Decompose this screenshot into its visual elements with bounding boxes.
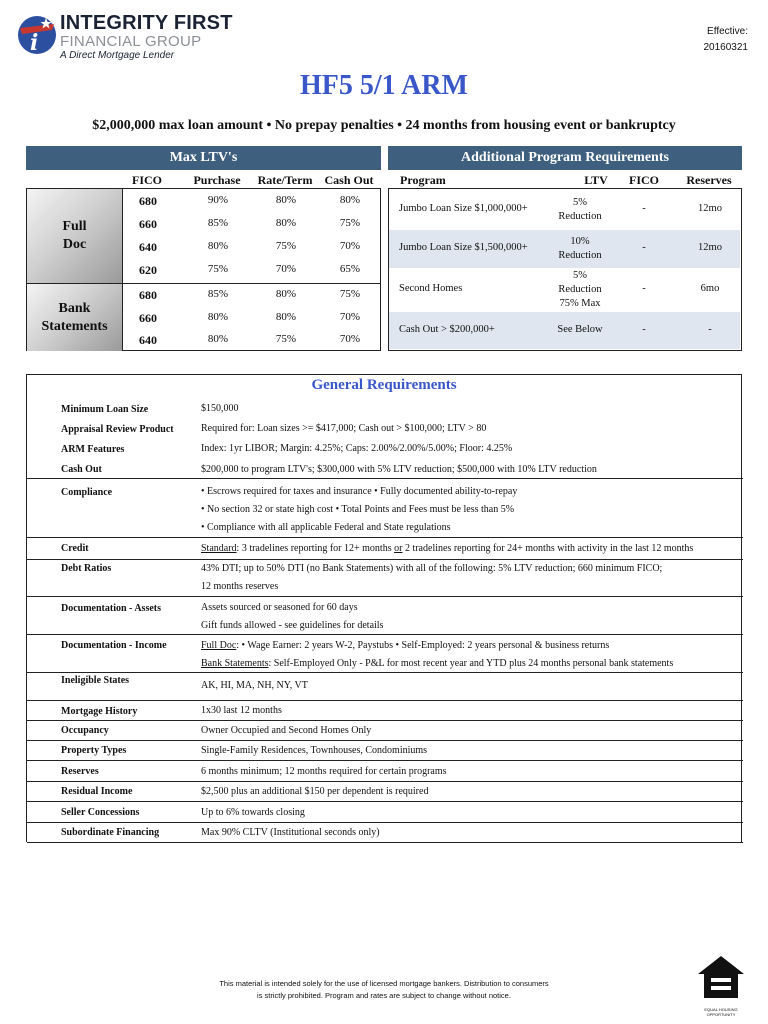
table-row [27,802,743,823]
row-label: Minimum Loan Size [61,404,149,415]
row-value: 1x30 last 12 months [201,705,282,716]
row-value: $150,000 [201,403,239,414]
col-reserves: Reserves [686,173,732,187]
ltv-cell [547,194,613,226]
additional-program-table [388,146,742,351]
row-label: Reserves [61,766,99,777]
col-ltv: LTV [584,173,608,187]
table-row [123,284,381,307]
additional-program-grid [388,188,742,351]
reserves-cell: 12mo [698,203,722,214]
row-label: ARM Features [61,444,125,455]
table-row [123,213,381,236]
fico-cell: 660 [139,311,157,325]
row-label: Subordinate Financing [61,827,160,838]
max-ltv-title: Max LTV's [26,146,381,170]
program-cell: Cash Out > $200,000+ [399,324,495,335]
credit-standard: Standard [201,543,237,554]
row-value: $200,000 to program LTV's; $300,000 with 5% LTV reduction; $500,000 with 10% LTV reduction [201,464,597,475]
logo-line1: INTEGRITY FIRST [60,12,233,34]
row-value: 6 months minimum; 12 months required for certain programs [201,766,447,777]
bank-statements-label: Bank Statements [201,658,269,669]
row-label: Mortgage History [61,706,138,717]
ltv-cell: See Below [557,324,603,335]
eho-caption: EQUAL HOUSING OPPORTUNITY [704,1007,738,1017]
income-line: : • Wage Earner: 2 years W-2, Paystubs • Self-Employed: 2 years personal & business returns [236,640,610,651]
svg-text:i: i [30,30,39,56]
max-ltv-header [26,173,381,189]
table-row [27,597,743,635]
program-cell: Jumbo Loan Size $1,000,000+ [399,203,528,214]
table-row [27,782,743,802]
col-fico: FICO [132,173,162,187]
group-label: Bank [58,300,91,316]
table-row [389,268,740,312]
page-subtitle: $2,000,000 max loan amount • No prepay penalties • 24 months from housing event or bankruptcy [92,118,676,133]
reserves-cell: - [708,324,712,335]
table-row [27,439,743,459]
fico-cell: - [642,203,646,214]
table-row [123,307,381,330]
row-value: Index: 1yr LIBOR; Margin: 4.25%; Caps: 2.00%/2.00%/5.00%; Floor: 4.25% [201,443,513,454]
row-value: $2,500 plus an additional $150 per dependent is required [201,786,429,797]
row-label: Debt Ratios [61,563,112,574]
table-row [389,230,740,268]
purchase-cell: 85% [207,288,229,300]
cash-out-cell: 65% [339,263,361,275]
full-doc-label: Full Doc [201,640,237,651]
purchase-cell: 80% [207,311,229,323]
company-logo [16,12,256,64]
table-row [27,823,743,843]
max-ltv-grid [26,188,381,351]
footer-disclaimer [0,978,768,1002]
logo-tagline: A Direct Mortgage Lender [60,50,175,61]
rate-term-cell: 75% [275,240,297,252]
rate-term-cell: 80% [275,288,297,300]
group-bank-statements [27,283,123,351]
purchase-cell: 80% [207,333,229,345]
cash-out-cell: 80% [339,194,361,206]
additional-program-header [388,173,742,189]
cash-out-cell: 75% [339,288,361,300]
group-label: Full [62,219,87,234]
table-row [27,741,743,761]
equal-housing-icon [696,954,746,1002]
row-label: Ineligible States [61,675,130,686]
rate-term-cell: 80% [275,217,297,229]
effective-date: 20160321 [703,42,748,53]
table-row [27,419,743,439]
row-value [201,483,517,537]
table-row [123,329,381,352]
fico-cell: - [642,242,646,253]
purchase-cell: 75% [207,263,229,275]
ltv-line: Reduction [558,284,602,295]
row-label: Appraisal Review Product [61,424,174,435]
additional-program-title: Additional Program Requirements [388,146,742,170]
row-label: Cash Out [61,464,102,475]
rate-term-cell: 75% [275,333,297,345]
effective-date-block [704,24,749,56]
ltv-line: 5% [573,270,587,281]
disclaimer-line: is strictly prohibited. Program and rates are subject to change without notice. [257,991,511,1000]
table-row [27,479,743,538]
col-purchase: Purchase [193,173,241,187]
table-row [27,560,743,597]
general-requirements-title: General Requirements [311,377,457,393]
cash-out-cell: 70% [339,333,361,345]
general-requirements-table [26,374,742,842]
compliance-line: • Compliance with all applicable Federal and State regulations [201,522,451,533]
assets-line: Assets sourced or seasoned for 60 days [201,602,358,613]
table-row [389,312,740,349]
table-row [27,721,743,741]
fico-cell: 640 [139,240,157,254]
fico-cell: 680 [139,288,157,302]
table-row [123,236,381,259]
assets-line: Gift funds allowed - see guidelines for details [201,620,384,631]
cash-out-cell: 70% [339,311,361,323]
row-label: Seller Concessions [61,807,140,818]
group-label: Statements [41,318,108,334]
table-row [27,635,743,673]
ltv-line: 75% Max [559,298,601,309]
row-label: Credit [61,543,89,554]
row-label: Property Types [61,745,127,756]
credit-text: : 3 tradelines reporting for 12+ months [236,543,395,554]
row-label: Documentation - Assets [61,603,161,614]
col-program: Program [400,173,446,187]
row-value [201,637,673,673]
ltv-cell [547,234,613,264]
group-full-doc [27,189,123,283]
integrity-logo-icon [16,14,58,56]
reserves-cell: 6mo [700,283,720,294]
ltv-line: 5% [573,197,587,208]
cash-out-cell: 70% [339,240,361,252]
purchase-cell: 90% [207,194,229,206]
fico-cell: 660 [139,217,157,231]
table-row [123,259,381,282]
row-value: Single-Family Residences, Townhouses, Condominiums [201,745,428,756]
program-cell: Second Homes [399,283,463,294]
page-title: HF5 5/1 ARM [300,70,468,101]
debt-line: 43% DTI; up to 50% DTI (no Bank Statements) with all of the following: 5% LTV reduction; 660 minimum FICO; [201,563,663,574]
table-row [27,701,743,721]
table-row [27,538,743,560]
debt-line: 12 months reserves [201,581,279,592]
row-value: Up to 6% towards closing [201,807,305,818]
ltv-line: Reduction [558,211,602,222]
row-value [201,599,383,635]
col-cash-out: Cash Out [324,173,374,187]
ltv-line: Reduction [558,250,602,261]
row-value [201,540,693,558]
row-value: AK, HI, MA, NH, NY, VT [201,680,308,691]
table-row [123,190,381,213]
row-value: Owner Occupied and Second Homes Only [201,725,372,736]
purchase-cell: 80% [207,240,229,252]
compliance-line: • No section 32 or state high cost • Total Points and Fees must be less than 5% [201,504,515,515]
purchase-cell: 85% [207,217,229,229]
max-ltv-table [26,146,381,351]
row-value: Max 90% CLTV (Institutional seconds only) [201,827,380,838]
row-value: Required for: Loan sizes >= $417,000; Cash out > $100,000; LTV > 80 [201,423,487,434]
table-row [27,761,743,782]
col-rate-term: Rate/Term [257,173,313,187]
rate-term-cell: 80% [275,311,297,323]
income-line: : Self-Employed Only - P&L for most recent year and YTD plus 24 months personal bank statements [268,658,674,669]
disclaimer-line: This material is intended solely for the use of licensed mortgage bankers. Distribution to consumers [219,979,549,988]
cash-out-cell: 75% [339,217,361,229]
rate-term-cell: 80% [275,194,297,206]
fico-cell: - [642,283,646,294]
table-row [27,673,743,701]
rate-term-cell: 70% [275,263,297,275]
col-fico: FICO [629,173,659,187]
fico-cell: 620 [139,263,157,277]
effective-label: Effective: [707,26,748,37]
compliance-line: • Escrows required for taxes and insurance • Fully documented ability-to-repay [201,486,518,497]
fico-cell: 680 [139,194,157,208]
reserves-cell: 12mo [698,242,722,253]
fico-cell: - [642,324,646,335]
ltv-line: 10% [570,236,590,247]
row-label: Compliance [61,487,113,498]
ltv-cell [547,269,613,311]
row-value [201,560,662,596]
credit-text: 2 tradelines reporting for 24+ months with activity in the last 12 months [402,543,694,554]
program-cell: Jumbo Loan Size $1,500,000+ [399,242,528,253]
table-row [27,399,743,419]
logo-line2: FINANCIAL GROUP [60,33,202,50]
equal-housing-logo [696,954,746,1017]
row-label: Occupancy [61,725,109,736]
table-row [27,459,743,479]
table-row [389,189,740,230]
fico-cell: 640 [139,333,157,347]
row-label: Documentation - Income [61,640,167,651]
row-label: Residual Income [61,786,133,797]
group-label: Doc [62,237,87,252]
credit-or: or [394,543,403,554]
